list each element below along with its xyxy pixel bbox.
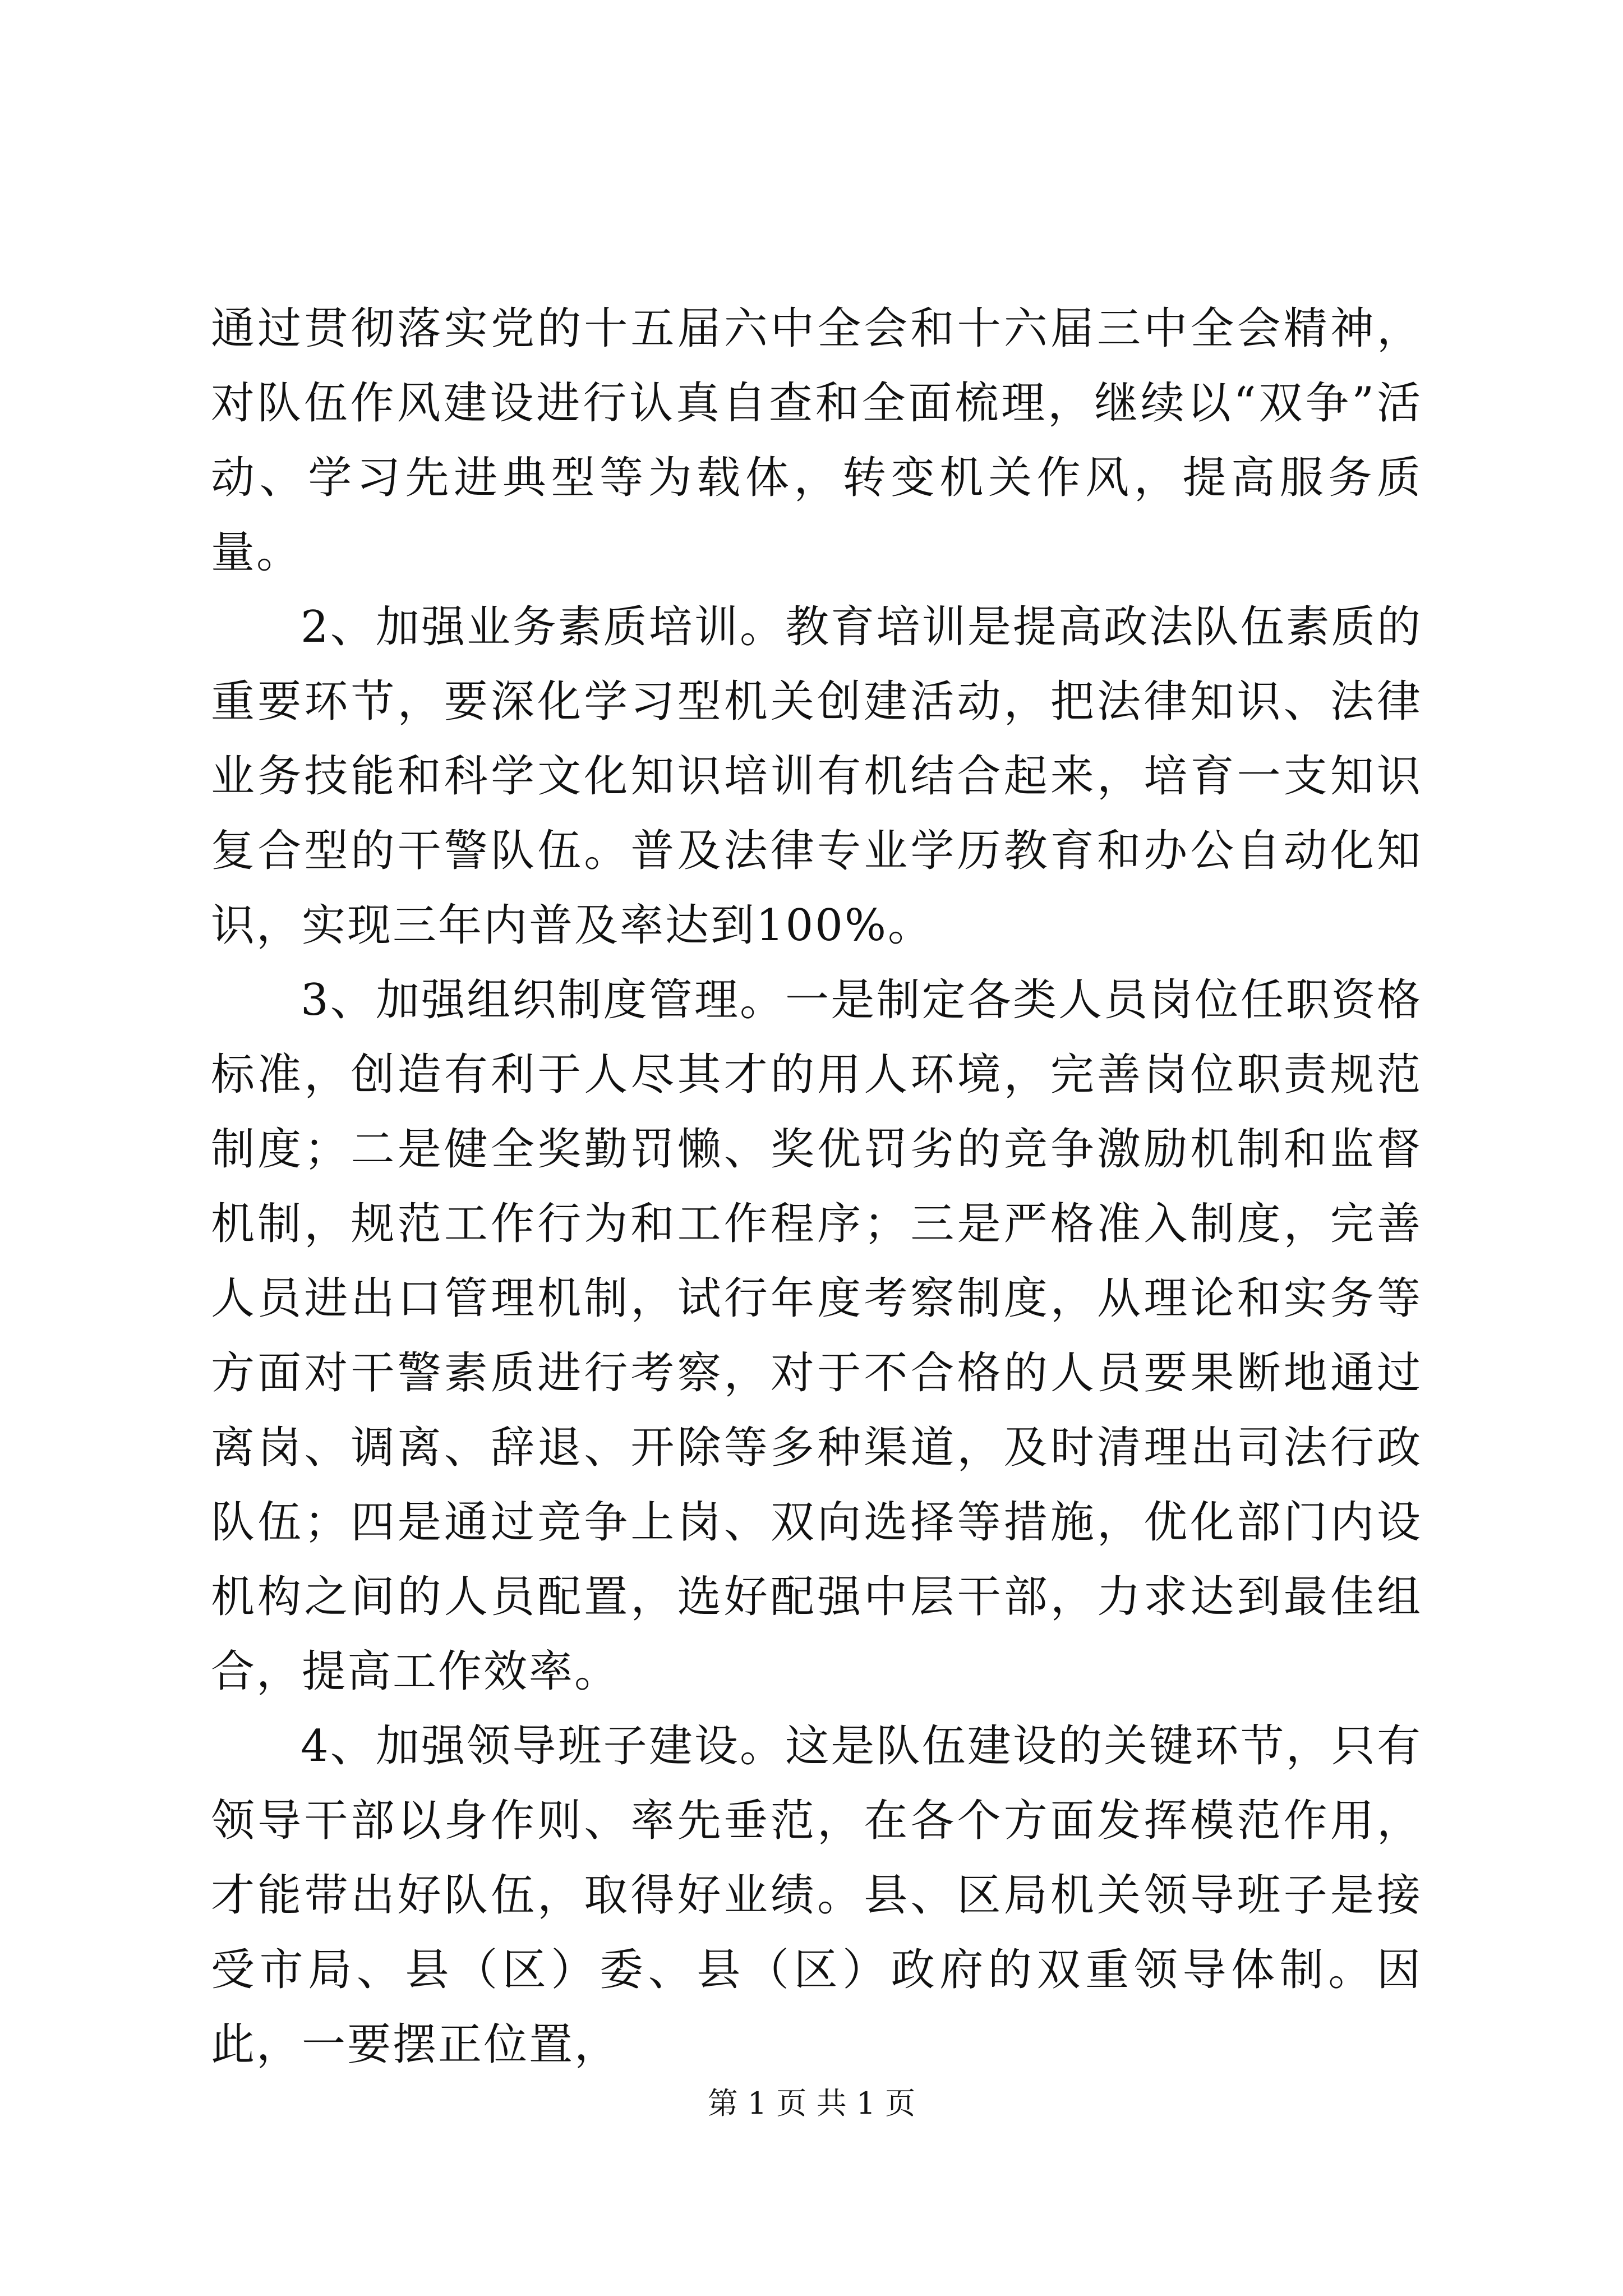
paragraph-organization: 3、加强组织制度管理。一是制定各类人员岗位任职资格标准，创造有利于人尽其才的用人环境，完善岗位职责规范制度；二是健全奖勤罚懒、奖优罚劣的竞争激励机制和监督机制，规范工作行为和工作程序；三是严格准入制度，完善人员进出口管理机制，试行年度考察制度，从理论和实务等方面对干警素质进行考察，对于不合格的人员要果断地通过离岗、调离、辞退、开除等多种渠道，及时清理出司法行政队伍；四是通过竞争上岗、双向选择等措施，优化部门内设机构之间的人员配置，选好配强中层干部，力求达到最佳组合，提高工作效率。 xyxy=(211,975,1422,1697)
paragraph-training: 2、加强业务素质培训。教育培训是提高政法队伍素质的重要环节，要深化学习型机关创建活动，把法律知识、法律业务技能和科学文化知识培训有机结合起来，培育一支知识复合型的干警队伍。普及法律专业学历教育和办公自动化知识，实现三年内普及率达到100%。 xyxy=(211,602,1422,951)
page-footer: 第 1 页 共 1 页 xyxy=(707,2086,916,2121)
document-body xyxy=(211,292,1422,2082)
paragraph-continuation: 通过贯彻落实党的十五届六中全会和十六届三中全会精神，对队伍作风建设进行认真自查和全面梳理，继续以“双争”活动、学习先进典型等为载体，转变机关作风，提高服务质量。 xyxy=(211,303,1422,578)
paragraph-leadership: 4、加强领导班子建设。这是队伍建设的关键环节，只有领导干部以身作则、率先垂范，在各个方面发挥模范作用，才能带出好队伍，取得好业绩。县、区局机关领导班子是接受市局、县（区）委、县（区）政府的双重领导体制。因此，一要摆正位置， xyxy=(211,1721,1422,2070)
